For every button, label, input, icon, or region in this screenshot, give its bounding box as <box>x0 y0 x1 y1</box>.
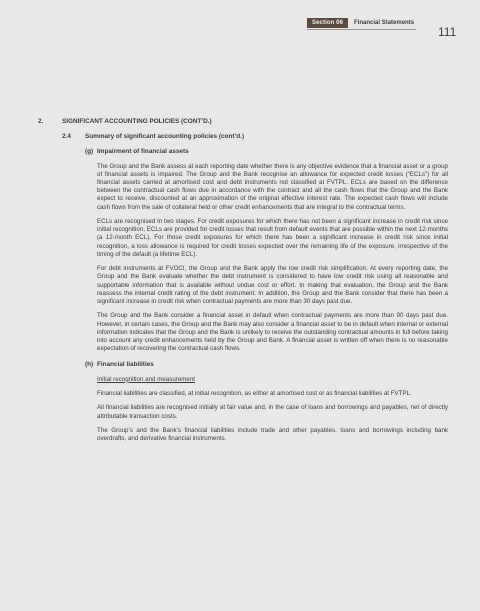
item-number-h: (h) <box>85 361 94 369</box>
section-heading <box>38 118 448 126</box>
paragraph: Financial liabilities are classified, at initial recognition, as either at amortised cost or as financial liabilities at FVTPL. <box>97 390 412 398</box>
paragraph: The Group and the Bank consider a financial asset in default when contractual payments are more than 90 days past due. However, in certain cases, the Group and the Bank may also consider a financial asset to be in default when internal or external information indicates that the Group and the Bank is unlikely to receive the outstanding contractual amounts in full before taking into account any credit enhancements held by the Group and Bank. A financial asset is written off when there is no reasonable expectation of recovering the contractual cash flows. <box>97 312 448 353</box>
paragraph: The Group and the Bank assess at each reporting date whether there is any objective evidence that a financial asset or a group of financial assets is impaired. The Group and the Bank recognise an allowance for expected credit losses (“ECLs”) for all financial assets carried at amortised cost and debt instruments not classified at FVTPL. ECLs are based on the difference between the contractual cash flows due in accordance with the contract and all the cash flows that the Group and the Bank expect to receive, discounted at an approximation of the original effective interest rate. The expected cash flows will include cash flows from the sale of collateral held or other credit enhancements that are integral to the contractual terms. <box>97 162 448 211</box>
paragraph: The Group’s and the Bank’s financial liabilities include trade and other payables, loans and borrowings including bank overdrafts, and derivative financial instruments. <box>97 427 448 443</box>
item-title-g: Impairment of financial assets <box>97 148 189 156</box>
item-heading-h <box>85 361 448 369</box>
page-header <box>307 18 414 28</box>
section-title: SIGNIFICANT ACCOUNTING POLICIES (CONT’D.) <box>62 118 212 125</box>
subheading-underlined: Initial recognition and measurement <box>97 375 196 383</box>
page-number: 111 <box>438 25 457 39</box>
paragraph: For debt instruments at FVOCI, the Group and the Bank apply the low credit risk simplification. At every reporting date, the Group and the Bank evaluate whether the debt instrument is considered to have low credit risk using all reasonable and supportable information that is available without undue cost or effort. In making that evaluation, the Group and the Bank reassess the internal credit rating of the debt instrument. In addition, the Group and the Bank consider that there has been a significant increase in credit risk when contractual payments are more than 30 days past due. <box>97 265 448 306</box>
item-number-g: (g) <box>85 148 94 156</box>
section-number: 2. <box>38 118 44 125</box>
paragraph: All financial liabilities are recognised initially at fair value and, in the case of loans and borrowings and payables, net of directly attributable transaction costs. <box>97 404 448 420</box>
subsection-heading <box>62 133 448 141</box>
section-badge: Section 06 <box>307 18 348 28</box>
header-divider <box>307 29 416 30</box>
header-title: Financial Statements <box>354 20 415 26</box>
subsection-title: Summary of significant accounting policies (cont’d.) <box>85 133 245 141</box>
paragraph: ECLs are recognised in two stages. For credit exposures for which there has not been a significant increase in credit risk since initial recognition, ECLs are provided for credit losses that result from default events that are possible within the next 12-months (a 12-month ECL). For those credit exposures for which there has been a significant increase in credit risk since initial recognition, a loss allowance is required for credit losses expected over the remaining life of the exposure, irrespective of the timing of the default (a lifetime ECL). <box>97 218 448 258</box>
item-title-h: Financial liabilities <box>97 361 154 369</box>
item-heading-g <box>85 148 448 156</box>
subsection-number: 2.4 <box>62 133 71 141</box>
page-content <box>38 118 448 449</box>
